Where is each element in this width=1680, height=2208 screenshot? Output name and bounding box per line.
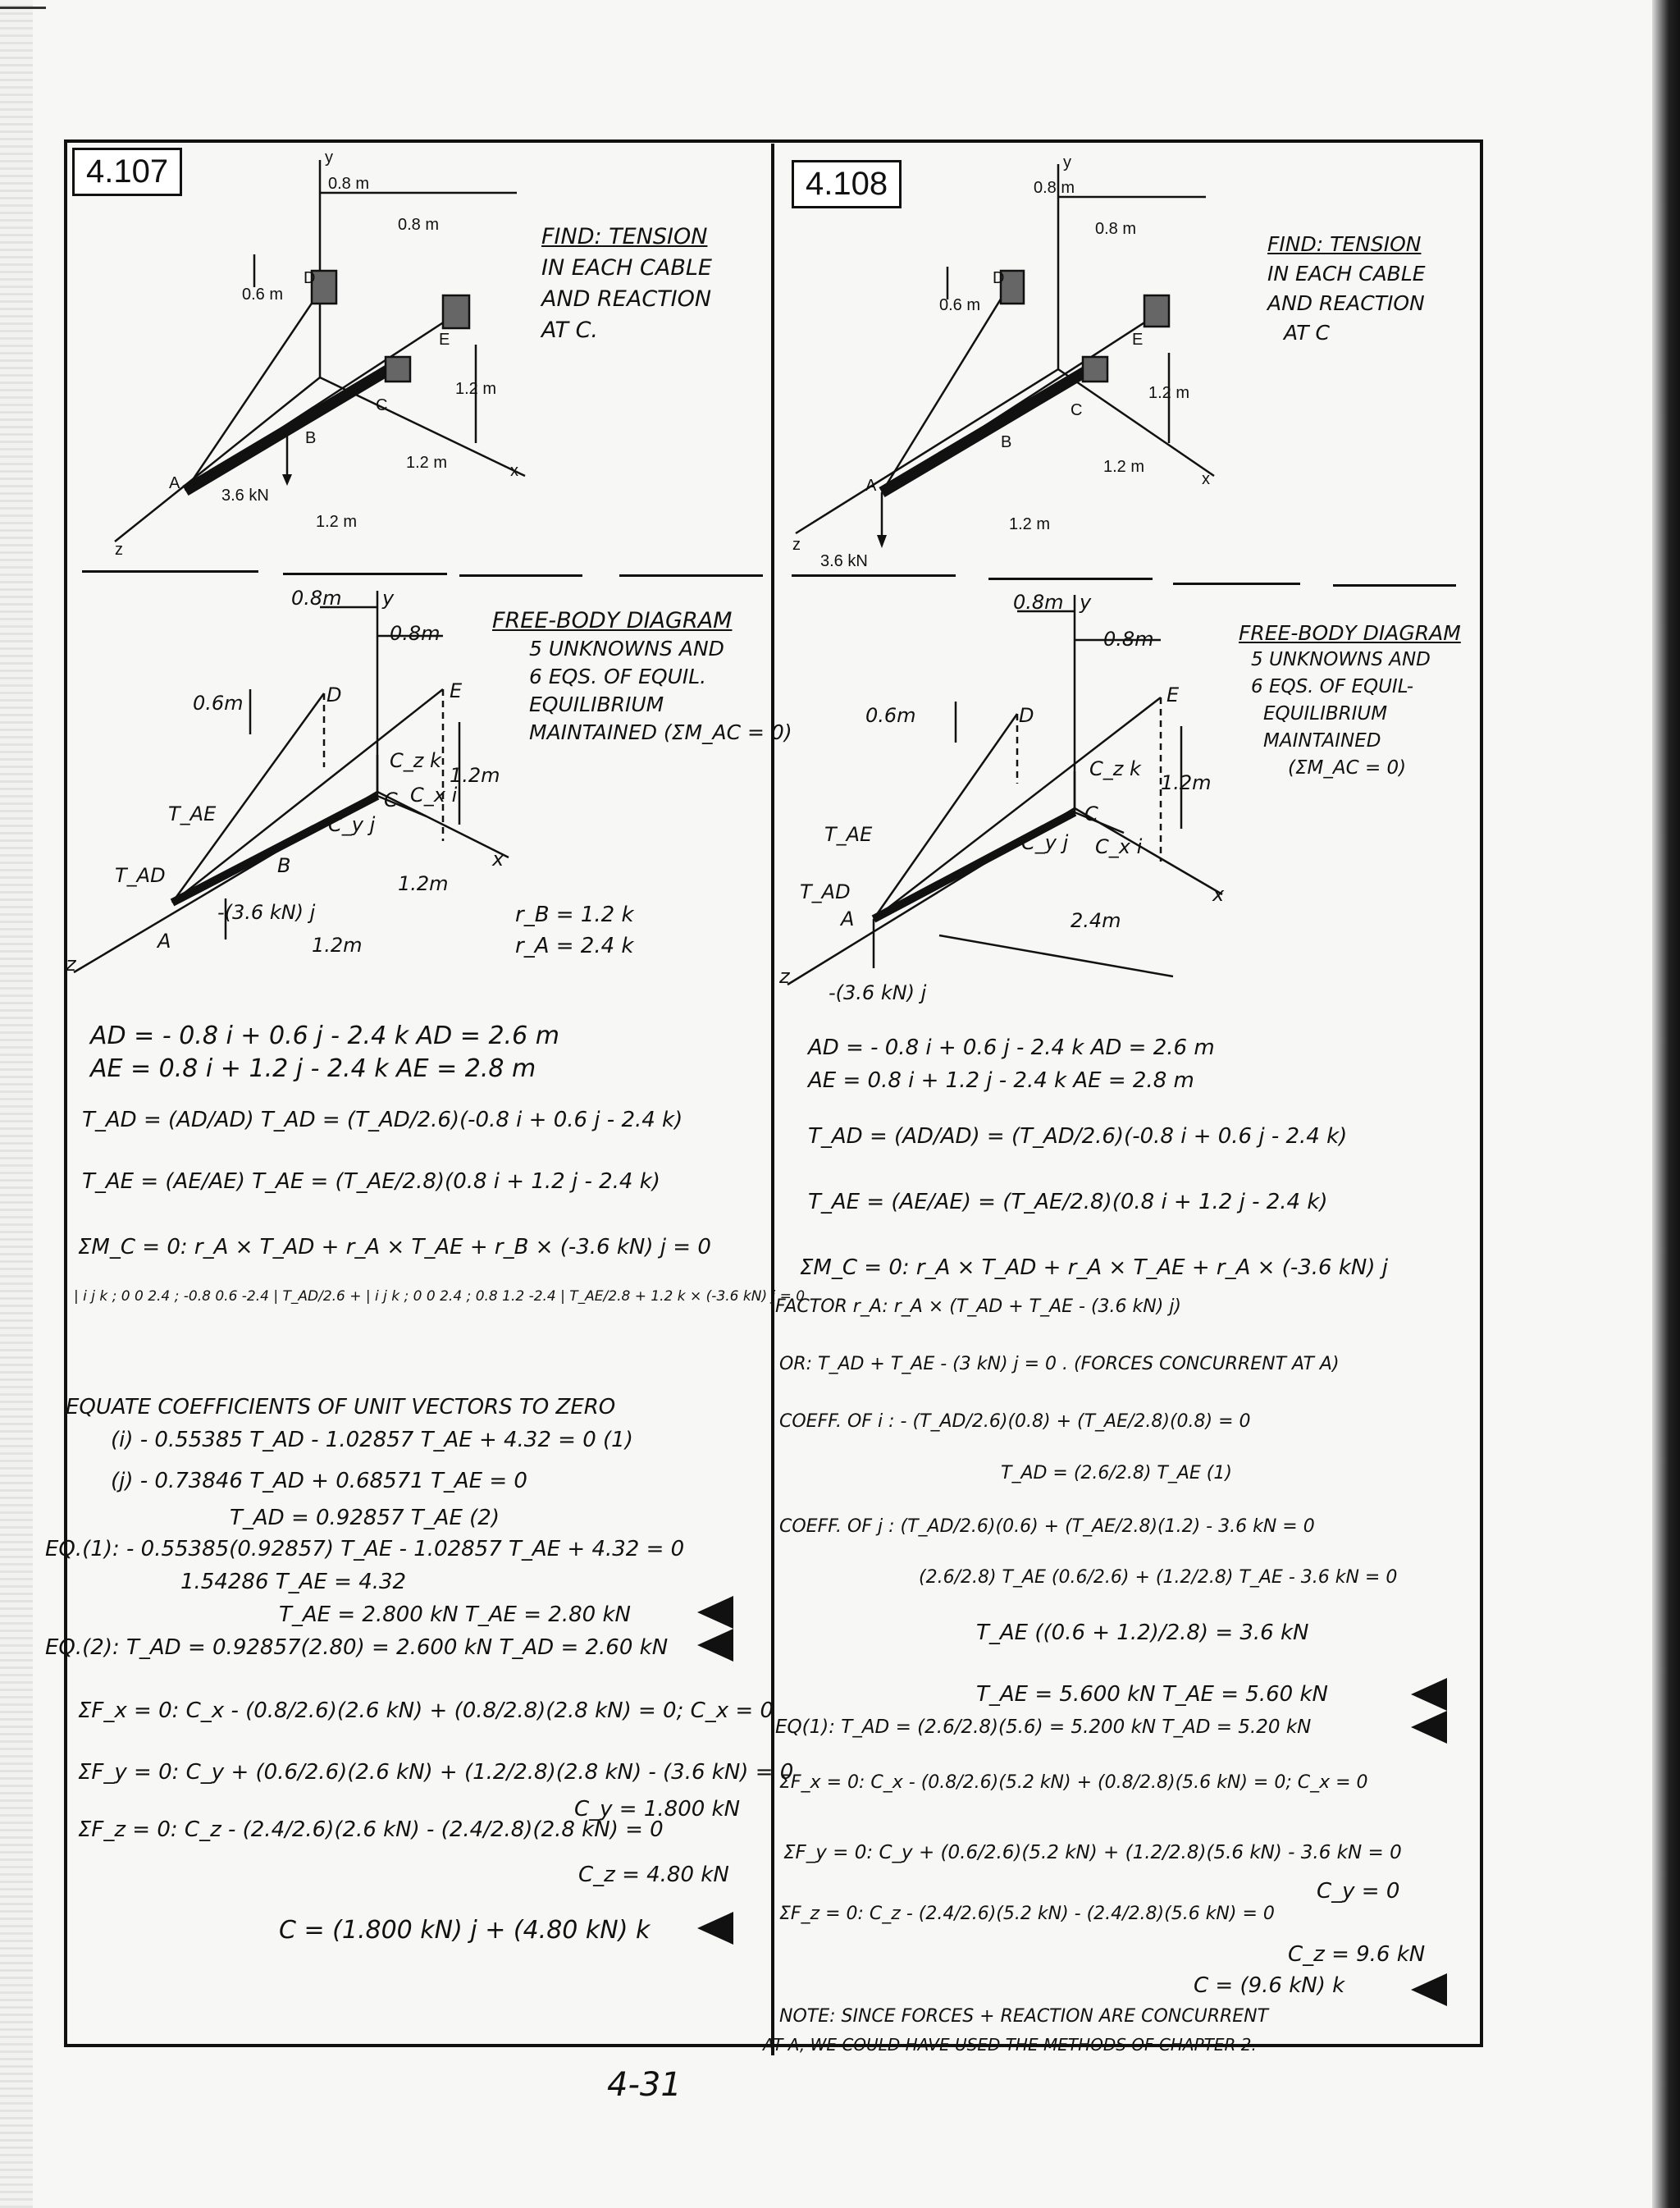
eq-right-9: T_AD = (2.6/2.8) T_AE (1) [1001, 1463, 1232, 1483]
eq-left-11: EQ.(1): - 0.55385(0.92857) T_AE - 1.02857 T_AE + 4.32 = 0 [45, 1537, 685, 1561]
problem-number-left: 4.107 [72, 148, 182, 196]
eq-left-15: ΣF_x = 0: C_x - (0.8/2.6)(2.6 kN) + (0.8/2.8)(2.8 kN) = 0; C_x = 0 [78, 1698, 774, 1723]
eq-right-11: (2.6/2.8) T_AE (0.6/2.6) + (1.2/2.8) T_AE - 3.6 kN = 0 [919, 1567, 1398, 1588]
find-right-line-1: FIND: TENSION [1267, 232, 1422, 256]
fbd-left-A: A [158, 930, 171, 953]
fbd-right-y: y [1080, 591, 1092, 614]
fbd-left-TAE: T_AE [168, 802, 217, 825]
fbd-left-d06: 0.6m [193, 692, 244, 715]
fig-right-A: A [865, 477, 877, 495]
rB-left: r_B = 1.2 k [515, 903, 634, 927]
fig-left-d08a: 0.8 m [328, 175, 370, 193]
fig-left-A: A [169, 474, 180, 492]
eq-left-7: EQUATE COEFFICIENTS OF UNIT VECTORS TO ZERO [66, 1395, 616, 1419]
fbd-left-D: D [326, 683, 342, 706]
eq-left-1: AD = - 0.8 i + 0.6 j - 2.4 k AD = 2.6 m [90, 1022, 559, 1050]
fbd-left-Cx: C_x i [410, 784, 458, 807]
fig-left-d12b: 1.2 m [316, 513, 358, 531]
eq-right-1: AD = - 0.8 i + 0.6 j - 2.4 k AD = 2.6 m [808, 1035, 1215, 1060]
eq-left-2: AE = 0.8 i + 1.2 j - 2.4 k AE = 2.8 m [90, 1054, 536, 1083]
fbd-note-left-4: MAINTAINED (ΣM_AC = 0) [529, 720, 792, 744]
find-right-line-2: IN EACH CABLE [1267, 262, 1426, 286]
fig-left-C: C [376, 396, 388, 414]
fbd-left-E: E [450, 679, 463, 702]
eq-left-3: T_AD = (AD/AD) T_AD = (T_AD/2.6)(-0.8 i + 0.6 j - 2.4 k) [82, 1108, 683, 1132]
fbd-left-z: z [66, 953, 76, 976]
eq-left-4: T_AE = (AE/AE) T_AE = (T_AE/2.8)(0.8 i + 1.2 j - 2.4 k) [82, 1169, 660, 1194]
fbd-right-d06: 0.6m [865, 704, 916, 727]
separator [459, 574, 582, 577]
find-right-line-4: AT C [1284, 321, 1330, 345]
fig-left-d12v: 1.2 m [455, 380, 497, 398]
separator [619, 574, 763, 577]
fbd-right-d12: 1.2m [1161, 771, 1212, 794]
fbd-notes-left [492, 607, 792, 747]
fig-right-C: C [1071, 401, 1083, 419]
fig-right-d12a: 1.2 m [1103, 458, 1145, 476]
fig-right-B: B [1001, 433, 1012, 451]
fbd-left-Cz: C_z k [390, 749, 441, 772]
fbd-left-load: -(3.6 kN) j [217, 901, 316, 924]
fbd-left-d08a: 0.8m [291, 587, 342, 610]
eq-left-20: C = (1.800 kN) j + (4.80 kN) k [279, 1916, 651, 1945]
fig-right-x: x [1202, 470, 1210, 488]
fbd-right-load: -(3.6 kN) j [829, 981, 927, 1004]
eq-left-10: T_AD = 0.92857 T_AE (2) [230, 1506, 500, 1530]
fig-left-d06: 0.6 m [242, 286, 284, 304]
fig-right-d12v: 1.2 m [1148, 384, 1190, 402]
fig-left-d12a: 1.2 m [406, 454, 448, 472]
eq-right-8: COEFF. OF i : - (T_AD/2.6)(0.8) + (T_AE/2.8)(0.8) = 0 [779, 1411, 1251, 1432]
find-right [1267, 230, 1426, 348]
fbd-note-left-1: 5 UNKNOWNS AND [529, 637, 724, 661]
fbd-left-d12: 1.2m [450, 764, 500, 787]
scan-left-edge [0, 0, 33, 2208]
page-number: 4-31 [607, 2066, 682, 2104]
eq-left-9: (j) - 0.73846 T_AD + 0.68571 T_AE = 0 [111, 1469, 527, 1493]
scan-right-edge [1652, 0, 1680, 2208]
eq-right-13: T_AE = 5.600 kN T_AE = 5.60 kN [976, 1682, 1328, 1707]
eq-left-19: C_z = 4.80 kN [578, 1863, 729, 1887]
eq-left-17: C_y = 1.800 kN [574, 1797, 741, 1822]
fbd-left-d08b: 0.8m [390, 622, 441, 645]
answer-arrow [1411, 1711, 1447, 1744]
fbd-right-A: A [841, 907, 855, 930]
note-right-1: NOTE: SINCE FORCES + REACTION ARE CONCURRENT [779, 2006, 1269, 2027]
find-left-line-1: FIND: TENSION [541, 224, 708, 249]
eq-right-7: OR: T_AD + T_AE - (3 kN) j = 0 . (FORCES CONCURRENT AT A) [779, 1354, 1340, 1374]
fbd-right [779, 591, 1239, 1004]
figure-left [82, 148, 525, 558]
fbd-right-Cy: C_y j [1021, 831, 1069, 854]
eq-right-10: COEFF. OF j : (T_AD/2.6)(0.6) + (T_AE/2.8)(1.2) - 3.6 kN = 0 [779, 1516, 1315, 1537]
eq-left-5: ΣM_C = 0: r_A × T_AD + r_A × T_AE + r_B × (-3.6 kN) j = 0 [78, 1235, 711, 1259]
fbd-note-right-1: 5 UNKNOWNS AND [1251, 649, 1431, 670]
fig-left-load: 3.6 kN [221, 487, 269, 505]
eq-left-16: ΣF_y = 0: C_y + (0.6/2.6)(2.6 kN) + (1.2/2.8)(2.8 kN) - (3.6 kN) = 0 [78, 1760, 794, 1785]
rA-left: r_A = 2.4 k [515, 934, 634, 958]
fig-left-y: y [325, 149, 333, 167]
fbd-note-right-5: (ΣM_AC = 0) [1288, 757, 1407, 779]
problem-number-right: 4.108 [792, 160, 902, 208]
fig-left-z: z [115, 541, 123, 559]
fig-right-load: 3.6 kN [820, 552, 868, 570]
fbd-right-z: z [779, 965, 790, 988]
separator [792, 574, 956, 577]
fbd-note-right-2: 6 EQS. OF EQUIL- [1251, 676, 1414, 697]
fbd-left-d12z: 1.2m [312, 934, 363, 957]
fbd-right-Cz: C_z k [1089, 757, 1141, 780]
separator [1333, 584, 1456, 587]
figure-right [788, 153, 1230, 570]
eq-right-19: C_z = 9.6 kN [1288, 1942, 1426, 1967]
eq-left-6: | i j k ; 0 0 2.4 ; -0.8 0.6 -2.4 | T_AD/2.6 + | i j k ; 0 0 2.4 ; 0.8 1.2 -2.4 | T_AE/2.8 + 1.2 k × (-3.6 kN) j = 0 [74, 1288, 806, 1305]
fig-right-d06: 0.6 m [939, 296, 981, 314]
fbd-right-C: C [1084, 802, 1098, 825]
fbd-note-right-3: EQUILIBRIUM [1263, 703, 1388, 725]
answer-arrow [697, 1596, 733, 1629]
fig-left-E: E [439, 331, 450, 349]
fig-right-d12b: 1.2 m [1009, 515, 1051, 533]
answer-arrow [1411, 1973, 1447, 2006]
note-right-2: AT A, WE COULD HAVE USED THE METHODS OF CHAPTER 2. [763, 2035, 1257, 2055]
fig-right-d08b: 0.8 m [1095, 220, 1137, 238]
fbd-notes-right [1239, 619, 1461, 782]
eq-right-12: T_AE ((0.6 + 1.2)/2.8) = 3.6 kN [976, 1621, 1309, 1645]
eq-left-8: (i) - 0.55385 T_AD - 1.02857 T_AE + 4.32 = 0 (1) [111, 1428, 633, 1452]
eq-right-15: ΣF_x = 0: C_x - (0.8/2.6)(5.2 kN) + (0.8/2.8)(5.6 kN) = 0; C_x = 0 [779, 1772, 1368, 1793]
separator [82, 570, 258, 573]
fig-right-y: y [1063, 153, 1071, 171]
fbd-left [66, 587, 525, 981]
eq-right-5: ΣM_C = 0: r_A × T_AD + r_A × T_AE + r_A × (-3.6 kN) j [800, 1255, 1388, 1280]
eq-right-14: EQ(1): T_AD = (2.6/2.8)(5.6) = 5.200 kN T_AD = 5.20 kN [775, 1717, 1312, 1738]
find-left-line-2: IN EACH CABLE [541, 255, 712, 281]
separator [1173, 583, 1300, 585]
fbd-right-Cx: C_x i [1095, 835, 1143, 858]
find-right-line-3: AND REACTION [1267, 291, 1425, 315]
eq-right-18: ΣF_z = 0: C_z - (2.4/2.6)(5.2 kN) - (2.4/2.8)(5.6 kN) = 0 [779, 1904, 1275, 1924]
fbd-title-left: FREE-BODY DIAGRAM [492, 608, 733, 633]
fig-right-d08a: 0.8 m [1034, 179, 1075, 197]
eq-left-13: T_AE = 2.800 kN T_AE = 2.80 kN [279, 1602, 631, 1627]
eq-right-6: FACTOR r_A: r_A × (T_AD + T_AE - (3.6 kN) j) [775, 1296, 1182, 1317]
fbd-right-d24: 2.4m [1071, 909, 1121, 932]
fig-left-D: D [304, 269, 316, 287]
fbd-right-D: D [1019, 704, 1034, 727]
answer-arrow [1411, 1678, 1447, 1711]
find-left [541, 222, 712, 346]
fbd-note-right-4: MAINTAINED [1263, 730, 1381, 752]
find-left-line-4: AT C. [541, 318, 599, 343]
fbd-left-B: B [277, 854, 291, 877]
fbd-left-Cy: C_y j [328, 813, 376, 836]
fbd-right-x: x [1212, 883, 1225, 906]
fig-left-B: B [305, 429, 317, 447]
fig-left-x: x [510, 462, 518, 480]
eq-right-4: T_AE = (AE/AE) = (T_AE/2.8)(0.8 i + 1.2 j - 2.4 k) [808, 1190, 1328, 1214]
eq-right-20: C = (9.6 kN) k [1194, 1973, 1345, 1998]
fbd-right-TAE: T_AE [824, 823, 873, 846]
fbd-left-x: x [492, 848, 504, 871]
fbd-right-TAD: T_AD [800, 880, 851, 903]
eq-left-14: EQ.(2): T_AD = 0.92857(2.80) = 2.600 kN T_AD = 2.60 kN [45, 1635, 669, 1660]
fbd-title-right: FREE-BODY DIAGRAM [1239, 621, 1461, 645]
fbd-right-E: E [1166, 683, 1180, 706]
eq-left-18: ΣF_z = 0: C_z - (2.4/2.6)(2.6 kN) - (2.4/2.8)(2.8 kN) = 0 [78, 1817, 664, 1842]
separator [988, 578, 1153, 580]
eq-right-3: T_AD = (AD/AD) = (T_AD/2.6)(-0.8 i + 0.6 j - 2.4 k) [808, 1124, 1348, 1149]
fbd-right-d08a: 0.8m [1013, 591, 1064, 614]
fig-right-z: z [792, 536, 801, 554]
separator [283, 573, 447, 575]
fbd-left-d12x: 1.2m [398, 872, 449, 895]
fig-right-E: E [1132, 331, 1144, 349]
scan-mark [0, 7, 46, 9]
eq-left-12: 1.54286 T_AE = 4.32 [180, 1570, 407, 1594]
answer-arrow [697, 1912, 733, 1945]
fig-left-d08b: 0.8 m [398, 216, 440, 234]
eq-right-16: ΣF_y = 0: C_y + (0.6/2.6)(5.2 kN) + (1.2/2.8)(5.6 kN) - 3.6 kN = 0 [783, 1842, 1402, 1863]
fig-right-D: D [993, 269, 1005, 287]
eq-right-2: AE = 0.8 i + 1.2 j - 2.4 k AE = 2.8 m [808, 1068, 1194, 1093]
fbd-left-C: C [384, 789, 398, 811]
find-left-line-3: AND REACTION [541, 286, 712, 312]
fbd-left-y: y [382, 587, 395, 610]
eq-right-17: C_y = 0 [1317, 1879, 1400, 1904]
answer-arrow [697, 1629, 733, 1662]
fbd-note-left-2: 6 EQS. OF EQUIL. [529, 665, 707, 688]
fbd-right-d08b: 0.8m [1103, 628, 1154, 651]
fbd-note-left-3: EQUILIBRIUM [529, 693, 664, 716]
fbd-left-TAD: T_AD [115, 864, 166, 887]
